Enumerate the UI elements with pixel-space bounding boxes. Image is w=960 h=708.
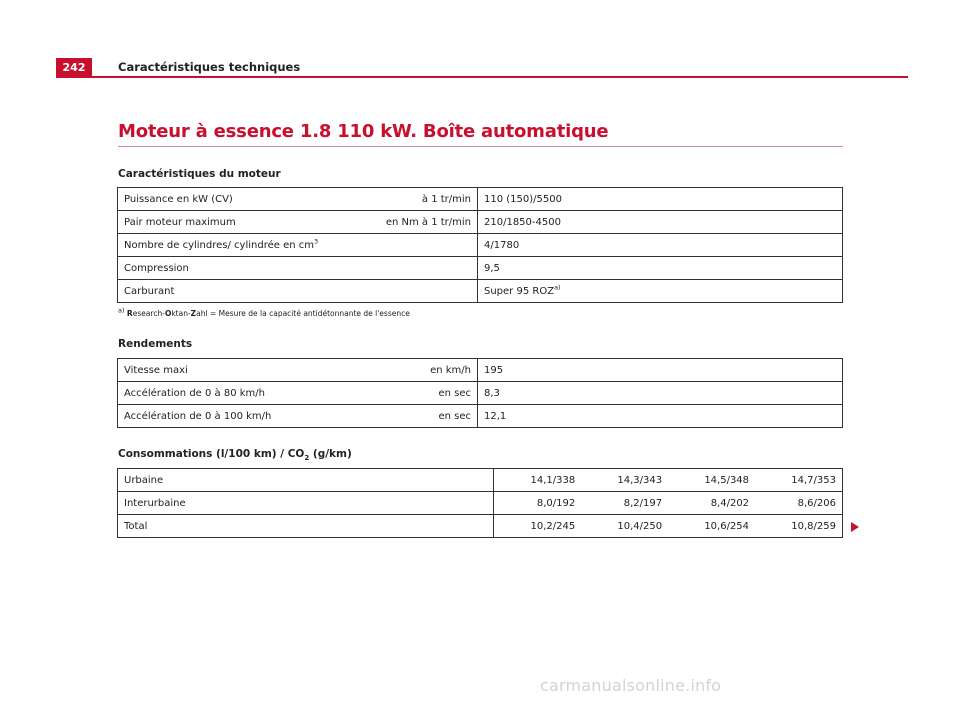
row-value: 10,8/259 — [755, 515, 842, 538]
row-value: 14,3/343 — [581, 469, 668, 492]
superscript: 3 — [314, 237, 319, 246]
table-row — [118, 515, 843, 538]
subscript: 2 — [304, 454, 310, 463]
row-unit: en sec — [387, 405, 477, 428]
row-value: 8,3 — [478, 382, 843, 405]
performance-heading: Rendements — [118, 338, 193, 350]
row-label: Accélération de 0 à 80 km/h — [118, 382, 388, 405]
watermark: carmanualsonline.info — [540, 676, 722, 695]
row-value: 195 — [478, 359, 843, 382]
row-label: Puissance en kW (CV) — [118, 188, 362, 211]
row-unit: en Nm à 1 tr/min — [362, 211, 478, 234]
row-value: 8,0/192 — [494, 492, 581, 515]
row-value: 4/1780 — [478, 234, 843, 257]
performance-table — [117, 358, 843, 428]
row-unit: en km/h — [387, 359, 477, 382]
footnote: $^{a)}$ Research-Oktan-Zahl = Mesure de la capacité antidétonnante de l'essence — [118, 306, 410, 318]
engine-table — [117, 187, 843, 303]
row-label: Compression — [118, 257, 362, 280]
table-row — [118, 280, 843, 303]
row-unit: en sec — [387, 382, 477, 405]
row-value: 8,6/206 — [755, 492, 842, 515]
row-value: 10,4/250 — [581, 515, 668, 538]
row-label: Nombre de cylindres/ cylindrée en $cm^3$ — [118, 234, 362, 257]
table-row — [118, 492, 843, 515]
table-row — [118, 188, 843, 211]
page-header — [56, 58, 908, 78]
title-rule — [118, 146, 843, 147]
table-row — [118, 469, 843, 492]
row-value: 14,1/338 — [494, 469, 581, 492]
row-value: 8,2/197 — [581, 492, 668, 515]
row-label: Total — [118, 515, 494, 538]
table-row — [118, 211, 843, 234]
row-value: 8,4/202 — [668, 492, 755, 515]
row-label: Accélération de 0 à 100 km/h — [118, 405, 388, 428]
table-row — [118, 382, 843, 405]
table-row — [118, 257, 843, 280]
footnote-ref: a) — [554, 283, 561, 292]
page-title: Moteur à essence 1.8 110 kW. Boîte automatique — [118, 121, 609, 142]
row-unit — [362, 280, 478, 303]
row-value: 210/1850-4500 — [478, 211, 843, 234]
page-number: 242 — [56, 58, 92, 78]
arrow-right-icon[interactable] — [851, 522, 859, 532]
row-unit: à 1 tr/min — [362, 188, 478, 211]
row-value: 12,1 — [478, 405, 843, 428]
engine-heading: Caractéristiques du moteur — [118, 168, 281, 180]
row-value: 14,7/353 — [755, 469, 842, 492]
row-unit — [362, 257, 478, 280]
consumption-heading: Consommations (l/100 $km) / CO_2$ (g/km) — [118, 448, 352, 463]
row-label: Carburant — [118, 280, 362, 303]
row-value: 10,6/254 — [668, 515, 755, 538]
row-unit — [362, 234, 478, 257]
row-value: 110 (150)/5500 — [478, 188, 843, 211]
header-rule — [56, 76, 908, 78]
row-label: Vitesse maxi — [118, 359, 388, 382]
table-row — [118, 405, 843, 428]
table-row — [118, 234, 843, 257]
header-title: Caractéristiques techniques — [118, 60, 301, 74]
row-label: Urbaine — [118, 469, 494, 492]
table-row — [118, 359, 843, 382]
row-value: 14,5/348 — [668, 469, 755, 492]
row-value: 10,2/245 — [494, 515, 581, 538]
consumption-table — [117, 468, 843, 538]
row-label: Pair moteur maximum — [118, 211, 362, 234]
row-label: Interurbaine — [118, 492, 494, 515]
footnote-marker: a) — [118, 306, 125, 315]
row-value: Super 95 ROZ$^{a)}$ — [478, 280, 843, 303]
row-value: 9,5 — [478, 257, 843, 280]
